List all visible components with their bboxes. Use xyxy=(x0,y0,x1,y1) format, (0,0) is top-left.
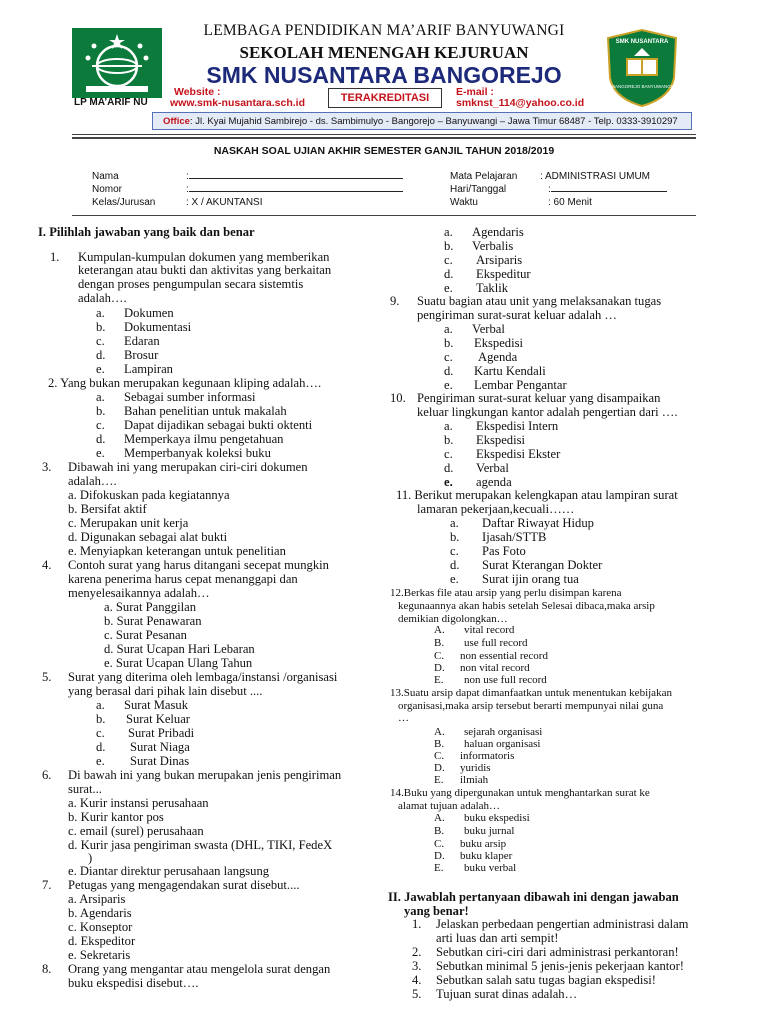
option-letter: C. xyxy=(434,838,445,850)
option-letter: b. xyxy=(96,712,106,726)
option-letter: c. xyxy=(444,253,453,267)
option-letter: b. xyxy=(96,320,106,334)
question-number: 1. xyxy=(50,250,60,264)
option-text: Verbal xyxy=(476,461,509,475)
option-text: a. Kurir instansi perusahaan xyxy=(68,796,209,810)
kelas-value: : X / AKUNTANSI xyxy=(186,197,263,208)
option-text: Ijasah/STTB xyxy=(482,530,547,544)
info-divider xyxy=(72,215,696,216)
question-number: 5. xyxy=(412,987,422,1001)
option-letter: e. xyxy=(450,572,459,586)
option-text: non use full record xyxy=(464,674,547,686)
option-text: Ekspedisi Ekster xyxy=(476,447,561,461)
option-letter: e. xyxy=(96,446,105,460)
office-address-bar xyxy=(152,112,692,130)
option-text: Sebagai sumber informasi xyxy=(124,390,256,404)
option-letter: d. xyxy=(444,364,454,378)
option-text: Kartu Kendali xyxy=(474,364,546,378)
school-type: SEKOLAH MENENGAH KEJURUAN xyxy=(239,43,529,62)
option-text: yuridis xyxy=(460,762,491,774)
question-number: 6. xyxy=(42,768,52,782)
nomor-field[interactable]: : xyxy=(186,184,403,195)
question-number: 3. xyxy=(412,959,422,973)
question-text: lamaran pekerjaan,kecuali…… xyxy=(417,502,575,516)
question-text: organisasi,maka arsip tersebut berarti mempunyai nilai guna xyxy=(398,700,664,712)
option-text: c. Merupakan unit kerja xyxy=(68,516,189,530)
option-text: d. Kurir jasa pengiriman swasta (DHL, TIKI, FedeX xyxy=(68,838,333,852)
question-text: Tujuan surat dinas adalah… xyxy=(436,987,578,1001)
option-text: b. Bersifat aktif xyxy=(68,502,147,516)
waktu-value: : 60 Menit xyxy=(548,197,592,208)
option-letter: d. xyxy=(444,461,454,475)
question-text: 13.Suatu arsip dapat dimanfaatkan untuk menentukan kebijakan xyxy=(390,687,672,699)
option-text: vital record xyxy=(464,624,515,636)
option-letter: c. xyxy=(96,726,105,740)
option-text: Edaran xyxy=(124,334,160,348)
option-text: buku ekspedisi xyxy=(464,812,530,824)
section-2-heading: yang benar! xyxy=(404,904,469,918)
option-letter: c. xyxy=(96,418,105,432)
question-text: adalah…. xyxy=(78,291,127,305)
option-letter: a. xyxy=(450,516,459,530)
question-text: Di bawah ini yang bukan merupakan jenis pengiriman xyxy=(68,768,342,782)
option-letter: d. xyxy=(96,348,106,362)
logo-right-top: SMK NUSANTARA xyxy=(615,39,669,45)
option-text: b. Agendaris xyxy=(68,906,132,920)
foundation-name: LEMBAGA PENDIDIKAN MA’ARIF BANYUWANGI xyxy=(203,22,565,39)
option-text: Ekspedisi Intern xyxy=(476,419,559,433)
option-text: Bahan penelitian untuk makalah xyxy=(124,404,287,418)
option-text: a. Arsiparis xyxy=(68,892,126,906)
option-text: Surat ijin orang tua xyxy=(482,572,579,586)
question-text: yang berasal dari pihak lain disebut .... xyxy=(68,684,263,698)
option-text: Lampiran xyxy=(124,362,173,376)
option-text: e. Diantar direktur perusahaan langsung xyxy=(68,864,270,878)
option-letter: B. xyxy=(434,825,445,837)
option-letter: D. xyxy=(434,850,445,862)
option-letter: b. xyxy=(444,336,454,350)
option-text: e. Sekretaris xyxy=(68,948,131,962)
option-letter: a. xyxy=(96,306,105,320)
question-text: buku ekspedisi disebut…. xyxy=(68,976,199,990)
question-text: 14.Buku yang dipergunakan untuk menghantarkan surat ke xyxy=(390,787,650,799)
option-text: Memperbanyak koleksi buku xyxy=(124,446,271,460)
question-number: 7. xyxy=(42,878,52,892)
option-text: ilmiah xyxy=(460,774,489,786)
section-2-heading: II. Jawablah pertanyaan dibawah ini dengan jawaban xyxy=(388,890,679,904)
question-text: Jelaskan perbedaan pengertian administrasi dalam xyxy=(436,917,689,931)
question-number: 5. xyxy=(42,670,52,684)
question-text: menyelesaikannya adalah… xyxy=(68,586,210,600)
option-letter: E. xyxy=(434,862,444,874)
smk-nusantara-logo xyxy=(604,28,680,108)
email-link[interactable]: smknst_114@yahoo.co.id xyxy=(456,97,585,109)
question-text: Sebutkan minimal 5 jenis-jenis pekerjaan kantor! xyxy=(436,959,684,973)
option-text: Surat Pribadi xyxy=(128,726,195,740)
question-text: dengan proses pengumpulan secara sistemtis xyxy=(78,277,304,291)
question-number: 4. xyxy=(42,558,52,572)
option-letter: d. xyxy=(444,267,454,281)
option-text: use full record xyxy=(464,637,528,649)
option-text: d. Ekspeditor xyxy=(68,934,136,948)
option-text: non vital record xyxy=(460,662,530,674)
question-text: adalah…. xyxy=(68,474,117,488)
option-letter: b. xyxy=(444,433,454,447)
waktu-label: Waktu xyxy=(450,197,478,208)
option-text: Ekspedisi xyxy=(476,433,525,447)
option-text: c. email (surel) perusahaan xyxy=(68,824,204,838)
option-text: Verbal xyxy=(472,322,505,336)
option-text: Taklik xyxy=(476,281,508,295)
option-text: b. Kurir kantor pos xyxy=(68,810,164,824)
option-text: non essential record xyxy=(460,650,548,662)
question-text: Dibawah ini yang merupakan ciri-ciri dokumen xyxy=(68,460,308,474)
nama-field[interactable]: : xyxy=(186,171,403,182)
nomor-label: Nomor xyxy=(92,184,123,195)
question-text: Suatu bagian atau unit yang melaksanakan tugas xyxy=(417,294,662,308)
office-address: : Jl. Kyai Mujahid Sambirejo - ds. Sambimulyo - Bangorejo – Banyuwangi – Jawa Timur 68487 - Telp. 0333-3910297 xyxy=(189,116,678,127)
accreditation-badge: TERAKREDITASI xyxy=(328,88,442,108)
option-letter: d. xyxy=(96,740,106,754)
option-text: a. Difokuskan pada kegiatannya xyxy=(68,488,230,502)
exam-title: NASKAH SOAL UJIAN AKHIR SEMESTER GANJIL TAHUN 2018/2019 xyxy=(213,145,555,157)
option-text: e. Surat Ucapan Ulang Tahun xyxy=(104,656,253,670)
option-text: buku arsip xyxy=(460,838,507,850)
question-text: Sebutkan salah satu tugas bagian ekspedisi! xyxy=(436,973,656,987)
lp-maarif-logo xyxy=(72,28,162,108)
option-letter: a. xyxy=(444,322,453,336)
option-text: Ekspeditur xyxy=(476,267,531,281)
question-text: … xyxy=(398,712,409,724)
option-text: Memperkaya ilmu pengetahuan xyxy=(124,432,284,446)
option-letter: A. xyxy=(434,812,445,824)
question-text: 2. Yang bukan merupakan kegunaan kliping adalah…. xyxy=(48,376,322,390)
question-text: 11. Berikut merupakan kelengkapan atau lampiran surat xyxy=(396,488,678,502)
question-text: Kumpulan-kumpulan dokumen yang memberikan xyxy=(78,250,330,264)
question-text: kegunaannya akan habis setelah Selesai dibaca,maka arsip xyxy=(398,600,655,612)
question-text: 12.Berkas file atau arsip yang perlu disimpan karena xyxy=(390,587,622,599)
option-letter: C. xyxy=(434,650,445,662)
option-text: Surat Dinas xyxy=(130,754,190,768)
option-letter: c. xyxy=(444,447,453,461)
mapel-value: : ADMINISTRASI UMUM xyxy=(540,171,651,182)
question-number: 8. xyxy=(42,962,52,976)
option-text: informatoris xyxy=(460,750,515,762)
option-letter: E. xyxy=(434,674,444,686)
option-text: Surat Keluar xyxy=(126,712,190,726)
logo-left-label: LP MA’ARIF NU xyxy=(74,97,148,108)
nama-label: Nama xyxy=(92,171,119,182)
option-letter: a. xyxy=(444,225,453,239)
hari-label: Hari/Tanggal xyxy=(450,184,507,195)
question-number: 3. xyxy=(42,460,52,474)
option-letter: e. xyxy=(444,378,453,392)
website-link[interactable]: www.smk-nusantara.sch.id xyxy=(170,97,305,109)
option-letter: d. xyxy=(96,432,106,446)
option-letter: E. xyxy=(434,774,444,786)
option-text: sejarah organisasi xyxy=(464,726,543,738)
question-text: Surat yang diterima oleh lembaga/instansi /organisasi xyxy=(68,670,338,684)
option-text: e. Menyiapkan keterangan untuk penelitian xyxy=(68,544,286,558)
option-letter: b. xyxy=(444,239,454,253)
option-text: Brosur xyxy=(124,348,159,362)
question-text: Sebutkan ciri-ciri dari administrasi perkantoran! xyxy=(436,945,679,959)
email-label: E-mail : xyxy=(456,86,494,98)
question-text: demikian digolongkan… xyxy=(398,613,508,625)
option-letter: a. xyxy=(96,390,105,404)
option-text: c. Surat Pesanan xyxy=(104,628,187,642)
option-text: Surat Kterangan Dokter xyxy=(482,558,603,572)
question-number: 9. xyxy=(390,294,400,308)
option-text: ) xyxy=(88,851,93,865)
question-text: keterangan atau bukti dan aktivitas yang berkaitan xyxy=(78,263,332,277)
option-letter: c. xyxy=(444,350,453,364)
option-letter: e. xyxy=(444,475,453,489)
option-letter: d. xyxy=(450,558,460,572)
question-text: pengiriman surat-surat keluar adalah … xyxy=(417,308,618,322)
hari-field[interactable]: : xyxy=(548,184,667,195)
question-number: 4. xyxy=(412,973,422,987)
option-text: Ekspedisi xyxy=(474,336,523,350)
option-letter: c. xyxy=(96,334,105,348)
question-text: Pengiriman surat-surat keluar yang disampaikan xyxy=(417,391,661,405)
option-text: buku jurnal xyxy=(464,825,515,837)
question-text: karena penerima harus cepat menanggapi dan xyxy=(68,572,298,586)
option-text: Surat Masuk xyxy=(124,698,189,712)
option-letter: B. xyxy=(434,637,445,649)
option-text: d. Surat Ucapan Hari Lebaran xyxy=(104,642,255,656)
kelas-label: Kelas/Jurusan xyxy=(92,197,156,208)
question-text: alamat tujuan adalah… xyxy=(398,800,501,812)
option-letter: e. xyxy=(96,754,105,768)
school-name: SMK NUSANTARA BANGOREJO xyxy=(206,62,562,88)
option-letter: D. xyxy=(434,762,445,774)
option-text: Arsiparis xyxy=(476,253,523,267)
section-1-heading: I. Pilihlah jawaban yang baik dan benar xyxy=(38,225,255,239)
option-letter: a. xyxy=(96,698,105,712)
question-text: Orang yang mengantar atau mengelola surat dengan xyxy=(68,962,331,976)
question-text: Contoh surat yang harus ditangani secepat mungkin xyxy=(68,558,329,572)
option-text: Lembar Pengantar xyxy=(474,378,567,392)
office-label: Office xyxy=(163,116,190,127)
option-letter: b. xyxy=(450,530,460,544)
option-text: a. Surat Panggilan xyxy=(104,600,196,614)
option-letter: A. xyxy=(434,726,445,738)
option-text: Dapat dijadikan sebagai bukti oktenti xyxy=(124,418,313,432)
option-text: Dokumen xyxy=(124,306,174,320)
option-text: Agendaris xyxy=(472,225,524,239)
logo-right-bottom: BANGOREJO BANYUWANGI xyxy=(611,84,673,89)
question-text: surat... xyxy=(68,782,102,796)
option-text: Surat Niaga xyxy=(130,740,190,754)
option-letter: B. xyxy=(434,738,445,750)
option-letter: e. xyxy=(96,362,105,376)
option-text: Dokumentasi xyxy=(124,320,192,334)
question-text: keluar lingkungan kantor adalah pengertian dari …. xyxy=(417,405,678,419)
website-label: Website : xyxy=(174,86,221,98)
option-text: c. Konseptor xyxy=(68,920,133,934)
option-text: agenda xyxy=(476,475,512,489)
option-text: b. Surat Penawaran xyxy=(104,614,202,628)
mapel-label: Mata Pelajaran xyxy=(450,171,518,182)
option-letter: D. xyxy=(434,662,445,674)
option-text: Verbalis xyxy=(472,239,514,253)
header-divider-thick xyxy=(72,137,696,139)
option-text: Agenda xyxy=(478,350,518,364)
option-letter: a. xyxy=(444,419,453,433)
option-letter: A. xyxy=(434,624,445,636)
question-number: 10. xyxy=(390,391,406,405)
option-letter: b. xyxy=(96,404,106,418)
option-letter: e. xyxy=(444,281,453,295)
option-text: buku klaper xyxy=(460,850,513,862)
option-text: buku verbal xyxy=(464,862,517,874)
option-text: haluan organisasi xyxy=(464,738,541,750)
option-letter: c. xyxy=(450,544,459,558)
question-number: 1. xyxy=(412,917,422,931)
question-text: Petugas yang mengagendakan surat disebut.... xyxy=(68,878,300,892)
header-divider xyxy=(72,134,696,135)
option-letter: C. xyxy=(434,750,445,762)
option-text: Pas Foto xyxy=(482,544,526,558)
question-number: 2. xyxy=(412,945,422,959)
question-text: arti luas dan arti sempit! xyxy=(436,931,559,945)
option-text: d. Digunakan sebagai alat bukti xyxy=(68,530,228,544)
option-text: Daftar Riwayat Hidup xyxy=(482,516,594,530)
